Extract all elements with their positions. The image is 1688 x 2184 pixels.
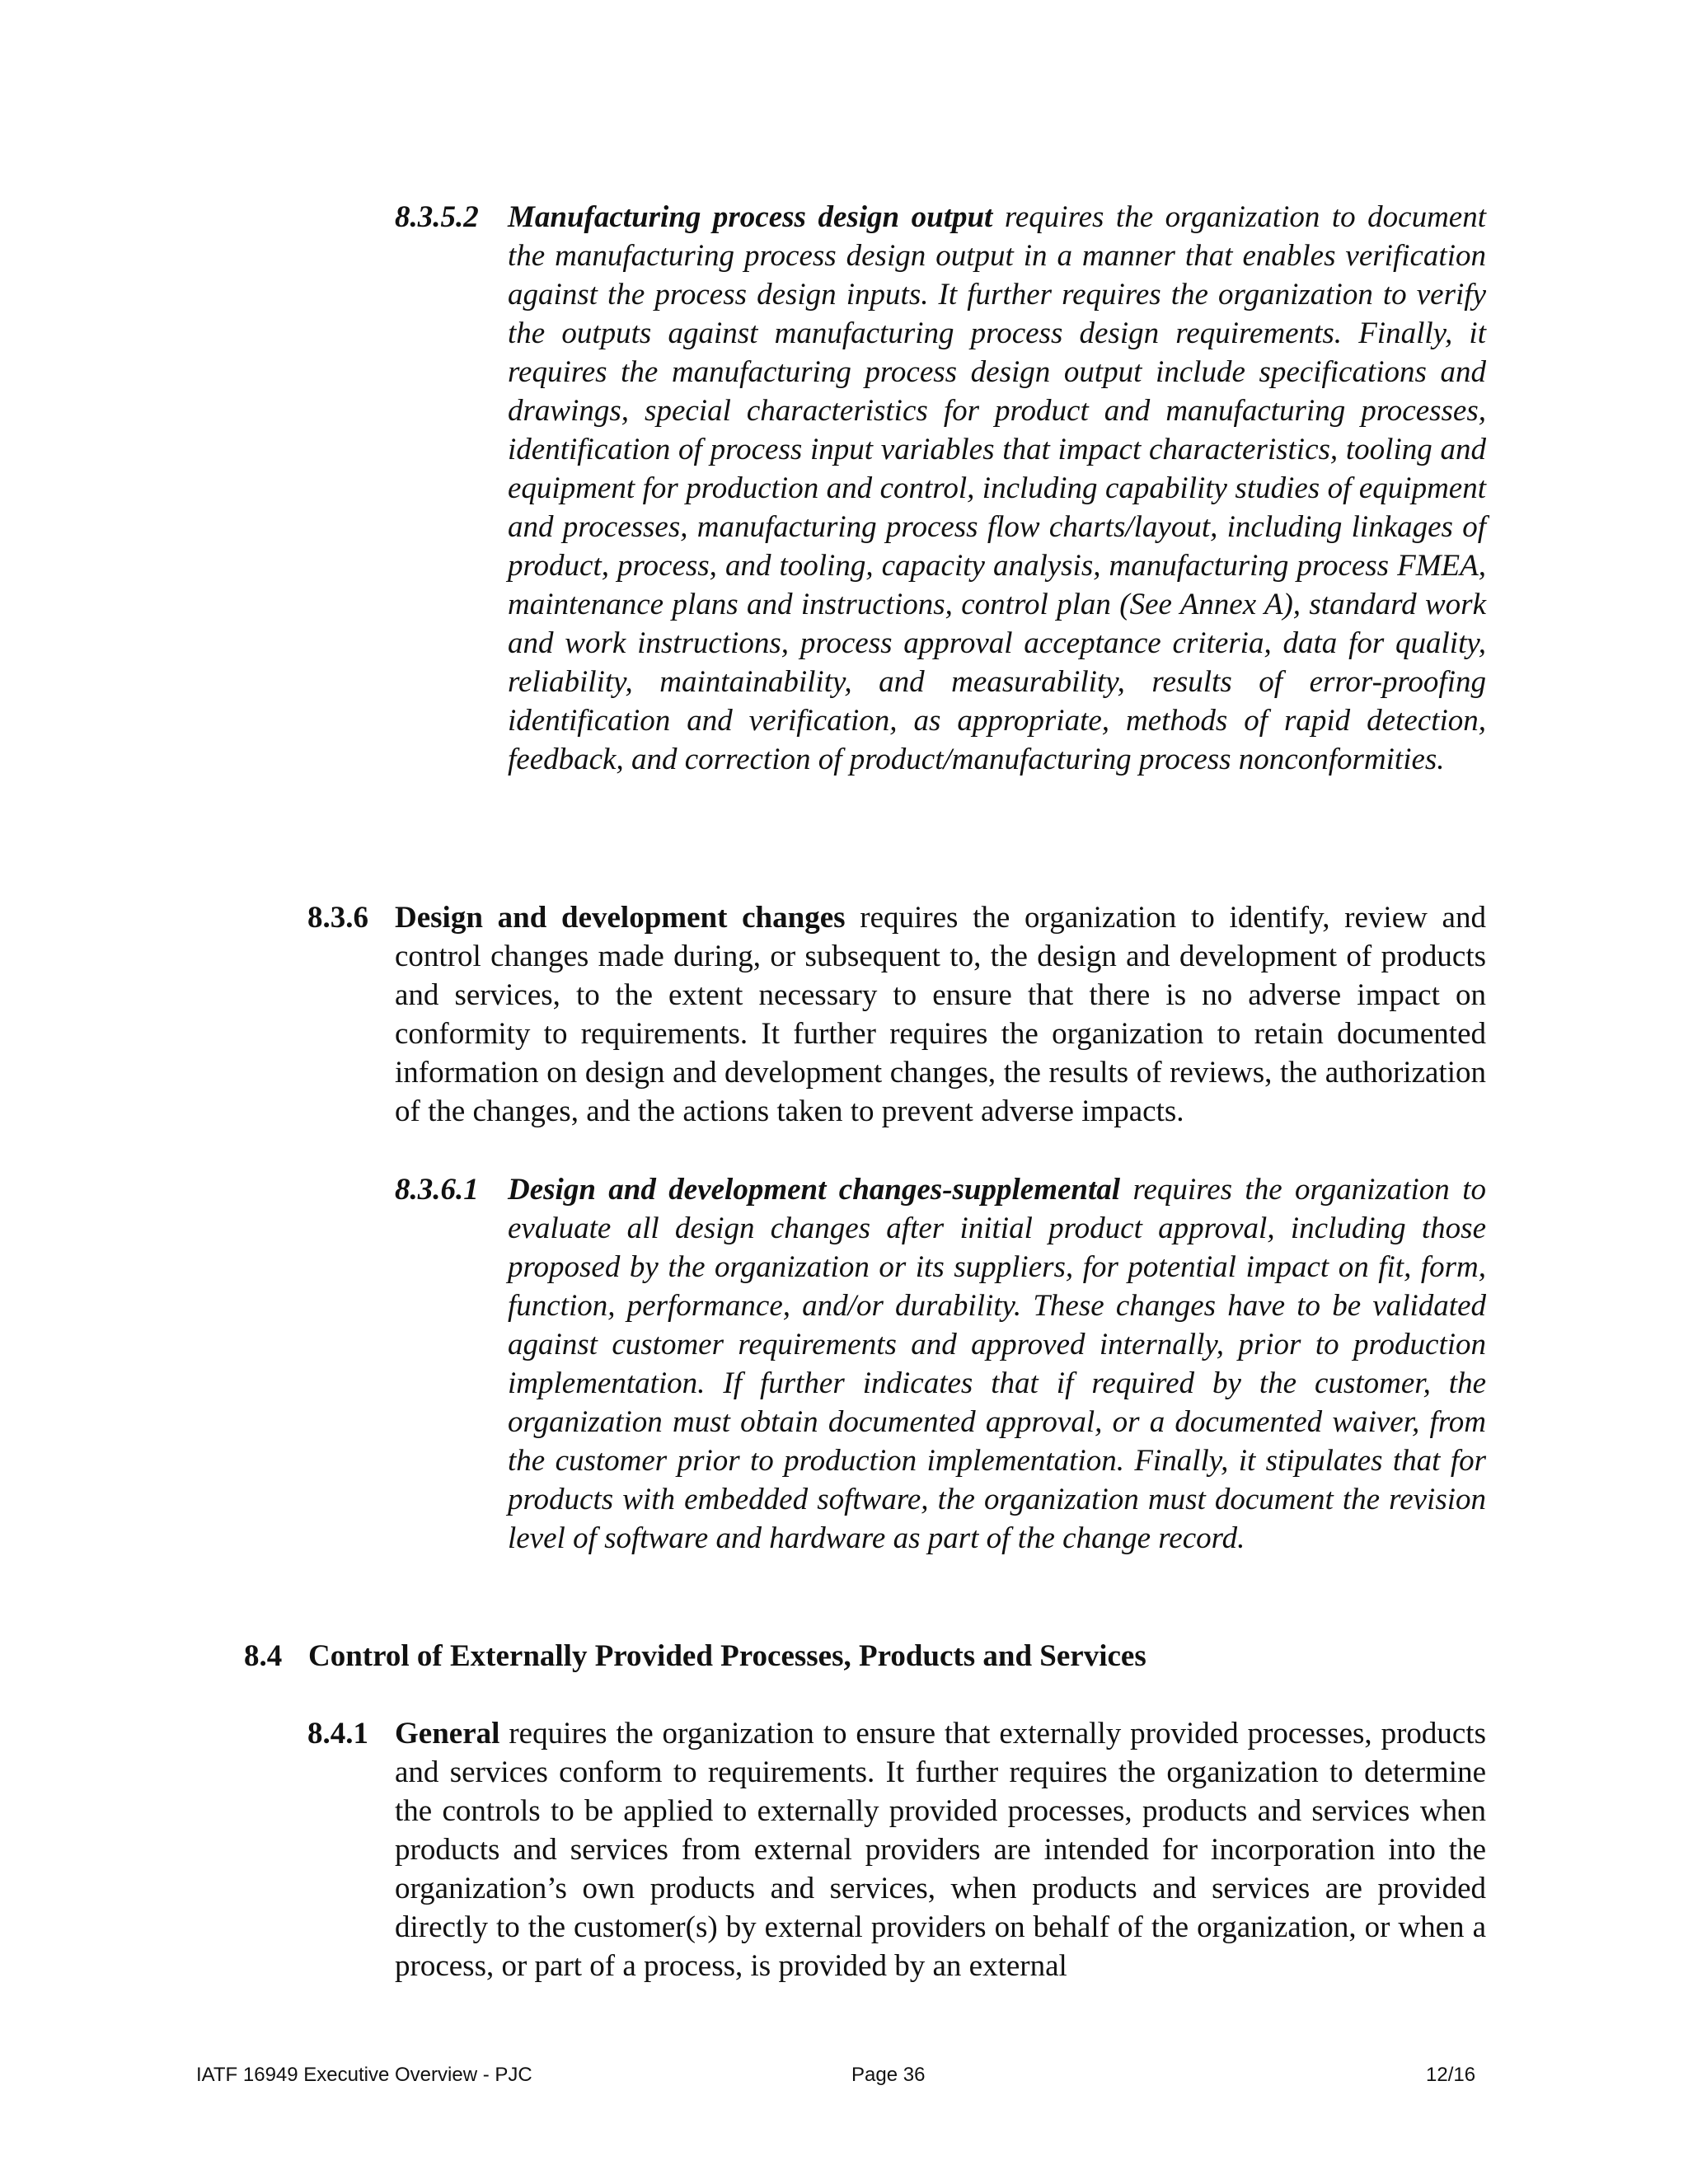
- section-body: [508, 1170, 1486, 1558]
- section-text: requires the organization to document the manufacturing process design output in a manner that enables verification against the process design inputs. It further requires the organization to verify the outputs against manufacturing process design requirements. Finally, it requires the manufacturing process design output include specifications and drawings, special characteristics for product and manufacturing processes, identification of process input variables that impact characteristics, tooling and equipment for production and control, including capability studies of equipment and processes, manufacturing process flow charts/layout, including linkages of product, process, and tooling, capacity analysis, manufacturing process FMEA, maintenance plans and instructions, control plan (See Annex A), standard work and work instructions, process approval acceptance criteria, data for quality, reliability, maintainability, and measurability, results of error-proofing identification and verification, as appropriate, methods of rapid detection, feedback, and correction of product/manufacturing process nonconformities.: [508, 200, 1486, 776]
- section-number: 8.3.5.2: [395, 200, 479, 234]
- section-number: 8.4.1: [307, 1717, 368, 1750]
- section-text: requires the organization to ensure that externally provided processes, products and services conform to requirements. It further requires the organization to determine the controls to be applied to externally provided processes, products and services when products and services from external providers are intended for incorporation into the organization’s own products and services, when products and services are provided directly to the customer(s) by external providers on behalf of the organization, or when a process, or part of a process, is provided by an external: [395, 1717, 1486, 1983]
- section-body: [395, 898, 1486, 1131]
- section-lead: Design and development changes: [395, 901, 846, 935]
- footer-page-number: Page 36: [851, 2064, 926, 2086]
- section-heading-8-4: [244, 1637, 1486, 1675]
- section-text: requires the organization to identify, review and control changes made during, or subsequent to, the design and development of products and services, to the extent necessary to ensure that there is no adverse impact on conformity to requirements. It further requires the organization to retain documented information on design and development changes, the results of reviews, the authorization of the changes, and the actions taken to prevent adverse impacts.: [395, 901, 1486, 1128]
- section-number: 8.4: [244, 1639, 283, 1673]
- section-8-3-6: [307, 898, 1486, 1131]
- section-number: 8.3.6.1: [395, 1173, 479, 1207]
- section-title: Control of Externally Provided Processes, Products and Services: [308, 1639, 1146, 1673]
- section-body: [395, 1714, 1486, 1985]
- section-body: [508, 198, 1486, 779]
- section-lead: Design and development changes-supplemental: [508, 1173, 1121, 1207]
- footer-date: 12/16: [1426, 2064, 1476, 2086]
- section-8-3-6-1: [395, 1170, 1486, 1558]
- section-number: 8.3.6: [307, 901, 368, 935]
- section-8-4-1: [307, 1714, 1486, 1985]
- section-lead: Manufacturing process design output: [508, 200, 993, 234]
- section-8-3-5-2: [395, 198, 1486, 779]
- footer-document-title: IATF 16949 Executive Overview - PJC: [196, 2064, 532, 2086]
- section-lead: General: [395, 1717, 500, 1750]
- section-text: requires the organization to evaluate all design changes after initial product approval, including those proposed by the organization or its suppliers, for potential impact on fit, form, function, performance, and/or durability. These changes have to be validated against customer requirements and approved internally, prior to production implementation. If further indicates that if required by the customer, the organization must obtain documented approval, or a documented waiver, from the customer prior to production implementation. Finally, it stipulates that for products with embedded software, the organization must document the revision level of software and hardware as part of the change record.: [508, 1173, 1486, 1555]
